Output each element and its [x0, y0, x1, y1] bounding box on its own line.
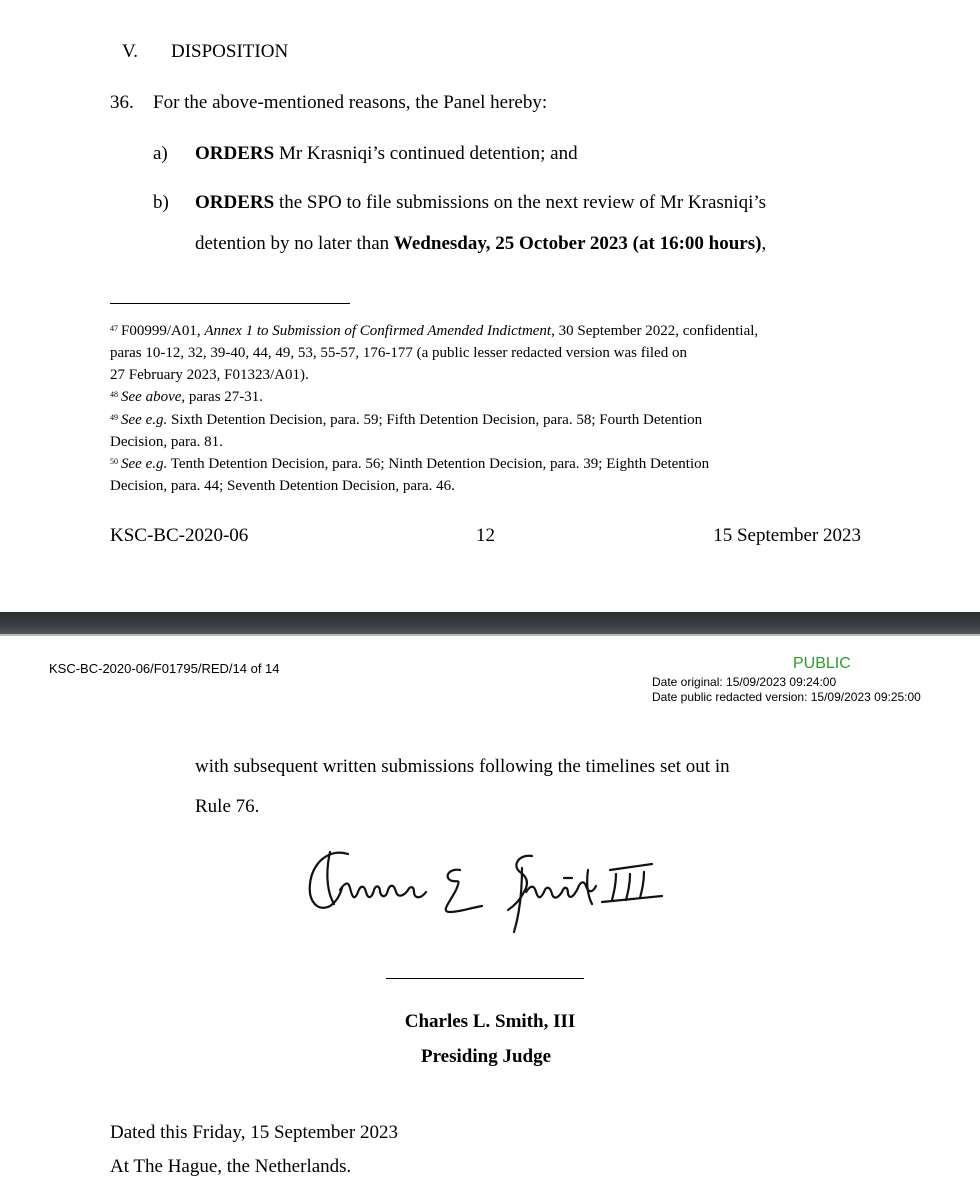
footnote-49-signal: See e.g. — [121, 412, 168, 428]
footer-date: 15 September 2023 — [713, 525, 861, 546]
footnote-48-signal: See above — [121, 389, 182, 405]
section-number: V. — [122, 41, 139, 62]
footnote-47-ref: F00999/A01, — [121, 323, 205, 339]
footnote-separator — [110, 303, 350, 304]
item-b-deadline-date: Wednesday, 25 October 2023 (at 16:00 hours) — [393, 233, 762, 254]
item-b-deadline-lead: detention by no later than — [195, 233, 394, 254]
paragraph-text: For the above-mentioned reasons, the Panel hereby: — [153, 92, 548, 113]
footnote-47-line3: 27 February 2023, F01323/A01). — [110, 367, 309, 383]
footnote-48-text: , paras 27-31. — [181, 389, 264, 405]
footnote-50-line2: Decision, para. 44; Seventh Detention Decision, para. 46. — [110, 478, 455, 494]
item-a-letter: a) — [153, 143, 168, 164]
item-b-text — [195, 192, 766, 214]
footnote-50-signal: See e.g. — [121, 456, 168, 472]
footnote-48 — [110, 384, 263, 408]
footnote-49-line1: Sixth Detention Decision, para. 59; Fifth Detention Decision, para. 58; Fourth Detention — [167, 412, 703, 428]
footnote-47-number: 47 — [110, 324, 118, 333]
footnote-47-title: Annex 1 to Submission of Confirmed Amended Indictment — [204, 323, 552, 339]
place-line: At The Hague, the Netherlands. — [110, 1156, 352, 1177]
item-b-deadline-end: , — [761, 233, 767, 254]
signatory-name: Charles L. Smith, III — [404, 1011, 576, 1032]
item-b-verb: ORDERS — [195, 192, 275, 213]
footnote-50 — [110, 451, 709, 497]
footnote-48-number: 48 — [110, 390, 118, 399]
header-document-id: KSC-BC-2020-06/F01795/RED/14 of 14 — [49, 661, 280, 676]
footnote-49-number: 49 — [110, 413, 118, 422]
footnote-47-line2: paras 10-12, 32, 39-40, 44, 49, 53, 55-57, 176-177 (a public lesser redacted version was filed on — [110, 345, 687, 361]
footer-page-number: 12 — [476, 525, 495, 546]
footnote-50-number: 50 — [110, 457, 118, 466]
page-break-edge — [0, 634, 980, 636]
item-a-body: Mr Krasniqi’s continued detention; and — [274, 143, 578, 164]
header-date-original: Date original: 15/09/2023 09:24:00 — [652, 675, 837, 689]
header-date-redacted: Date public redacted version: 15/09/2023 09:25:00 — [652, 690, 921, 704]
footnote-47 — [110, 318, 758, 386]
footnote-49-line2: Decision, para. 81. — [110, 434, 223, 450]
footnote-47-date: , 30 September 2022, confidential, — [551, 323, 759, 339]
signatory-title: Presiding Judge — [420, 1046, 552, 1067]
footnote-49 — [110, 407, 702, 453]
public-status-badge: PUBLIC — [793, 655, 851, 672]
item-b-body: the SPO to file submissions on the next review of Mr Krasniqi’s — [274, 192, 767, 213]
paragraph-number: 36. — [110, 92, 134, 113]
item-b-letter: b) — [153, 192, 169, 213]
dated-line: Dated this Friday, 15 September 2023 — [110, 1122, 398, 1143]
continuation-line-2: Rule 76. — [195, 796, 260, 817]
footer-case-number: KSC-BC-2020-06 — [110, 525, 249, 546]
page-break — [0, 612, 980, 634]
footnote-50-line1: Tenth Detention Decision, para. 56; Ninth Detention Decision, para. 39; Eighth Detention — [167, 456, 710, 472]
section-title: DISPOSITION — [171, 41, 289, 62]
handwritten-signature — [300, 840, 680, 940]
item-a-text — [195, 143, 578, 165]
item-b-deadline-line — [195, 233, 766, 255]
continuation-line-1: with subsequent written submissions following the timelines set out in — [195, 756, 730, 777]
item-a-verb: ORDERS — [195, 143, 275, 164]
signature-line — [386, 978, 584, 979]
